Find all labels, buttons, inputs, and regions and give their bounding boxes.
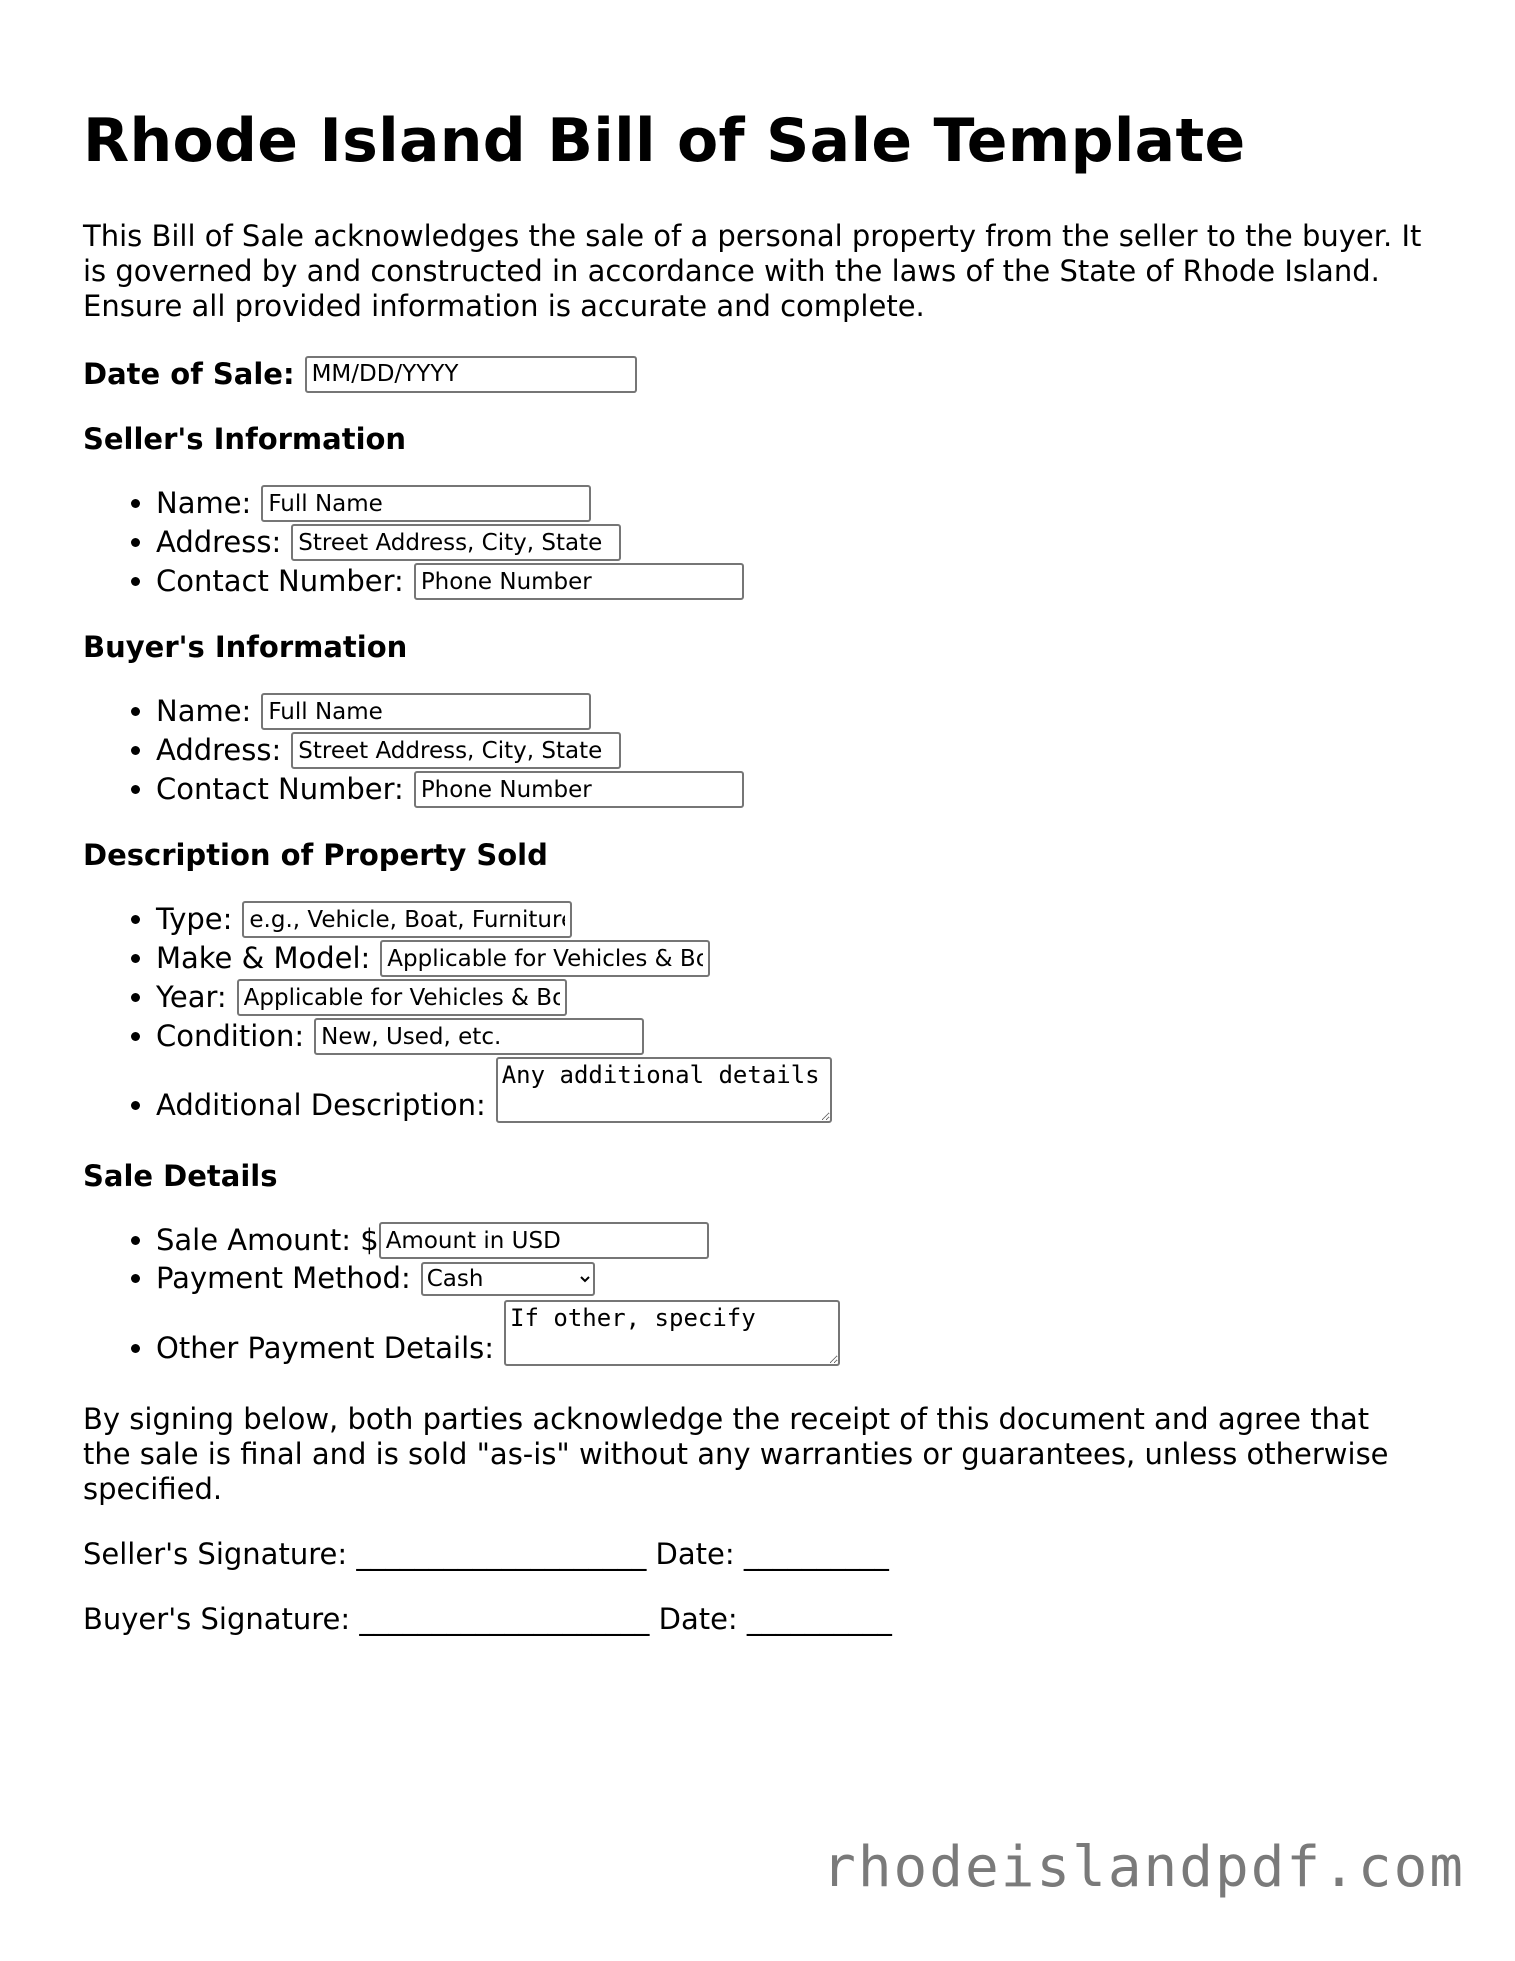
buyer-address-input[interactable] bbox=[291, 732, 621, 769]
additional-description-textarea[interactable] bbox=[496, 1057, 832, 1123]
buyer-name-input[interactable] bbox=[261, 693, 591, 730]
property-section bbox=[83, 838, 1423, 1131]
property-heading: Description of Property Sold bbox=[83, 838, 548, 872]
date-of-sale-label: Date of Sale: bbox=[83, 357, 295, 391]
additional-description-label: • Additional Description: bbox=[156, 1088, 486, 1122]
seller-name-label: • Name: bbox=[156, 486, 252, 520]
buyer-address-label: • Address: bbox=[156, 733, 282, 767]
list-item bbox=[156, 1300, 1423, 1374]
buyer-signature-line: Buyer's Signature: ____________________ Date: __________ bbox=[83, 1602, 892, 1636]
buyer-contact-label: • Contact Number: bbox=[156, 772, 404, 806]
list-item bbox=[156, 901, 1423, 940]
bill-of-sale-document bbox=[83, 105, 1423, 1637]
list-item bbox=[156, 979, 1423, 1018]
buyer-section bbox=[83, 630, 1423, 810]
buyer-name-label: • Name: bbox=[156, 694, 252, 728]
property-type-input[interactable] bbox=[242, 901, 572, 938]
list-item bbox=[156, 771, 1423, 810]
list-item bbox=[156, 1057, 1423, 1131]
seller-address-input[interactable] bbox=[291, 524, 621, 561]
watermark: rhodeislandpdf.com bbox=[822, 1835, 1465, 1900]
make-model-label: • Make & Model: bbox=[156, 941, 371, 975]
list-item bbox=[156, 940, 1423, 979]
year-input[interactable] bbox=[237, 979, 567, 1016]
sale-amount-input[interactable] bbox=[379, 1222, 709, 1259]
year-label: • Year: bbox=[156, 980, 227, 1014]
seller-contact-input[interactable] bbox=[414, 563, 744, 600]
other-payment-label: • Other Payment Details: bbox=[156, 1331, 495, 1365]
date-of-sale-row bbox=[83, 354, 1423, 394]
property-fields bbox=[83, 901, 1423, 1131]
list-item bbox=[156, 1222, 1423, 1261]
payment-method-label: • Payment Method: bbox=[156, 1261, 411, 1295]
other-payment-textarea[interactable] bbox=[504, 1300, 840, 1366]
list-item bbox=[156, 563, 1423, 602]
condition-input[interactable] bbox=[314, 1018, 644, 1055]
sale-heading: Sale Details bbox=[83, 1159, 278, 1193]
list-item bbox=[156, 485, 1423, 524]
sale-amount-label: • Sale Amount: $ bbox=[156, 1223, 379, 1257]
seller-address-label: • Address: bbox=[156, 525, 282, 559]
seller-section bbox=[83, 422, 1423, 602]
list-item bbox=[156, 693, 1423, 732]
seller-fields bbox=[83, 485, 1423, 602]
list-item bbox=[156, 524, 1423, 563]
date-of-sale-input[interactable] bbox=[305, 356, 637, 393]
intro-paragraph: This Bill of Sale acknowledges the sale of a personal property from the seller to the buyer. It is governed by and constructed in accordance with the laws of the State of Rhode Island. Ensure all provided information is accurate and complete. bbox=[83, 219, 1422, 323]
make-model-input[interactable] bbox=[380, 940, 710, 977]
list-item bbox=[156, 732, 1423, 771]
sale-section bbox=[83, 1159, 1423, 1374]
seller-name-input[interactable] bbox=[261, 485, 591, 522]
payment-method-select[interactable] bbox=[421, 1262, 595, 1296]
buyer-contact-input[interactable] bbox=[414, 771, 744, 808]
buyer-heading: Buyer's Information bbox=[83, 630, 408, 664]
condition-label: • Condition: bbox=[156, 1019, 305, 1053]
list-item bbox=[156, 1018, 1423, 1057]
sale-fields bbox=[83, 1222, 1423, 1374]
seller-heading: Seller's Information bbox=[83, 422, 407, 456]
buyer-fields bbox=[83, 693, 1423, 810]
seller-contact-label: • Contact Number: bbox=[156, 564, 404, 598]
page-title: Rhode Island Bill of Sale Template bbox=[83, 106, 1246, 176]
property-type-label: • Type: bbox=[156, 902, 233, 936]
list-item bbox=[156, 1261, 1423, 1300]
seller-signature-line: Seller's Signature: ____________________ Date: __________ bbox=[83, 1537, 889, 1571]
acknowledgement-paragraph: By signing below, both parties acknowledge the receipt of this document and agree that the sale is final and is sold "as-is" without any warranties or guarantees, unless otherwise specified. bbox=[83, 1402, 1389, 1506]
